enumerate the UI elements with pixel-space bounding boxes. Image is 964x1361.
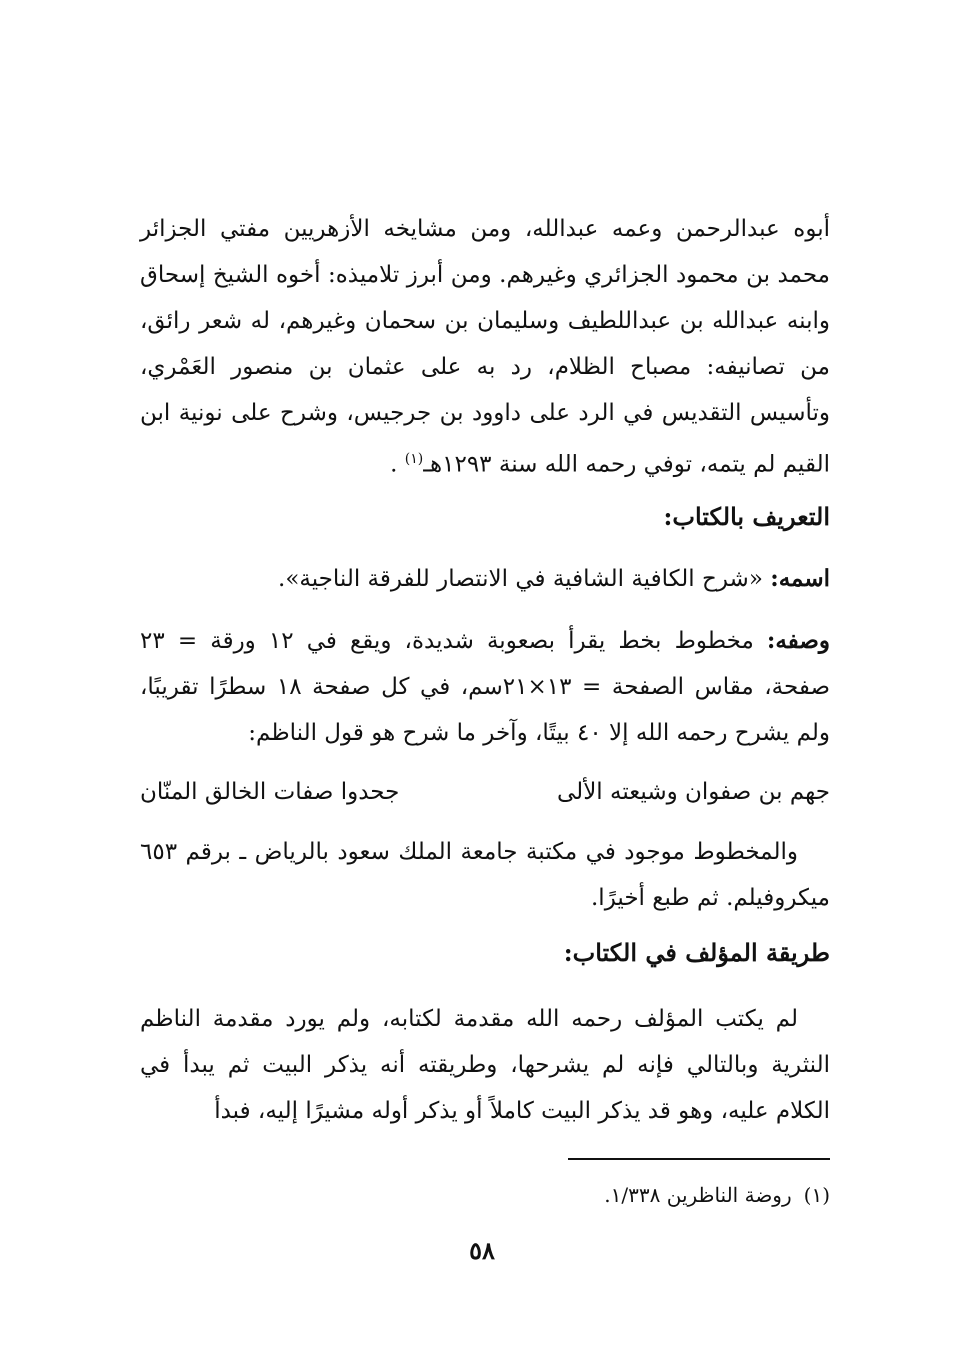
section-heading-book-introduction: التعريف بالكتاب: (663, 502, 830, 531)
manuscript-location-paragraph: والمخطوط موجود في مكتبة جامعة الملك سعود بالرياض ـ برقم ٦٥٣ ميكروفيلم. ثم طبع أخيرًا. (140, 839, 830, 911)
author-method-paragraph: لم يكتب المؤلف رحمه الله مقدمة لكتابه، ولم يورد مقدمة الناظم النثرية وبالتالي فإنه لم يشرحها، وطريقته أنه يذكر البيت ثم يبدأ في الكلام عليه، وهو قد يذكر البيت كاملاً أو يذكر أوله مشيرًا إليه، فبدأ (140, 1006, 830, 1124)
section-heading-author-method: طريقة المؤلف في الكتاب: (563, 938, 830, 967)
footnote-text: روضة الناظرين ١/٣٣٨. (604, 1183, 792, 1207)
book-description-label: وصفه: (766, 627, 830, 654)
biography-end: . (390, 451, 398, 478)
page-number: ٥٨ (469, 1236, 495, 1265)
book-description-text: مخطوط بخط يقرأ بصعوبة شديدة، ويقع في ١٢ ورقة = ٢٣ صفحة، مقاس الصفحة = ١٣×٢١سم، في كل صفحة ١٨ سطرًا تقريبًا، ولم يشرح رحمه الله إلا ٤٠ بيتًا، وآخر ما شرح هو قول الناظم: (140, 628, 831, 746)
verse-second-hemistich: جحدوا صفات الخالق المنّان (140, 779, 400, 805)
footnote-mark: (١) (803, 1183, 830, 1207)
biography-text: أبوه عبدالرحمن وعمه عبدالله، ومن مشايخه الأزهريين مفتي الجزائر محمد بن محمود الجزائري وغيرهم. ومن أبرز تلاميذه: أخوه الشيخ إسحاق وابنه عبدالله بن عبداللطيف وسليمان بن سحمان وغيرهم، له شعر رائق، من تصانيفه: مصباح الظلام، رد به على عثمان بن منصور العَمْري، وتأسيس التقديس في الرد على داوود بن جرجيس، وشرح على نونية ابن القيم لم يتمه، توفي رحمه الله سنة ١٢٩٣هـ (140, 216, 830, 478)
biography-paragraph (140, 206, 830, 488)
footnote-divider (568, 1158, 830, 1160)
verse-first-hemistich: جهم بن صفوان وشيعته الألى (557, 779, 830, 805)
footnote-reference[interactable]: (١) (404, 451, 424, 467)
book-name-paragraph (140, 556, 830, 602)
book-name-text: «شرح الكافية الشافية في الانتصار للفرقة الناجية». (278, 566, 763, 592)
book-name-label: اسمه: (770, 565, 830, 592)
footnote (400, 1178, 830, 1212)
book-description-paragraph (140, 618, 830, 756)
